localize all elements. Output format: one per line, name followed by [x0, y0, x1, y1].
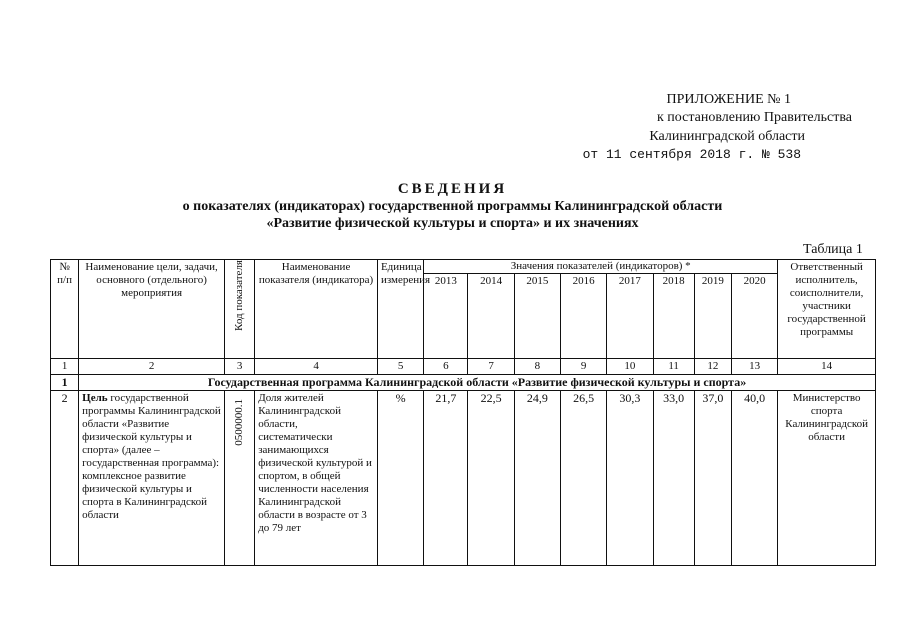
column-number: 14 — [778, 359, 876, 375]
appendix-line-decree: к постановлению Правительства — [656, 110, 852, 125]
table-label: Таблица 1 — [803, 242, 863, 257]
row-indicator: Доля жителей Калининградской области, систематически занимающихся физической культурой и спортом, в общей численности населения Калининградской области в возрасте от 3 до 79 лет — [255, 391, 378, 566]
row-unit: % — [377, 391, 423, 566]
header-goal: Наименование цели, задачи, основного (отдельного) мероприятия — [79, 260, 225, 359]
section-row — [51, 375, 876, 391]
header-year: 2020 — [731, 274, 777, 359]
column-number: 11 — [653, 359, 694, 375]
column-number: 2 — [79, 359, 225, 375]
column-number: 10 — [607, 359, 653, 375]
section-title: Государственная программа Калининградской области «Развитие физической культуры и спорта» — [79, 375, 876, 391]
row-goal-text: государственной программы Калининградской области «Развитие физической культуры и спорта» (далее – государственная программа): комплексное развитие физической культуры и спорта в Калининградской области — [82, 392, 221, 521]
row-value: 26,5 — [561, 391, 607, 566]
column-number: 7 — [468, 359, 514, 375]
column-number: 1 — [51, 359, 79, 375]
header-year: 2018 — [653, 274, 694, 359]
row-value: 21,7 — [424, 391, 468, 566]
column-number: 3 — [225, 359, 255, 375]
row-value: 40,0 — [731, 391, 777, 566]
row-code-cell — [225, 391, 255, 566]
column-number: 6 — [424, 359, 468, 375]
row-value: 33,0 — [653, 391, 694, 566]
column-number-row — [51, 359, 876, 375]
table-row — [51, 391, 876, 566]
header-code-cell — [225, 260, 255, 359]
header-year: 2015 — [514, 274, 560, 359]
column-number: 9 — [561, 359, 607, 375]
document-subtitle-2: «Развитие физической культуры и спорта» и их значениях — [266, 216, 639, 231]
header-year: 2013 — [424, 274, 468, 359]
header-num: № п/п — [51, 260, 79, 359]
document-subtitle-1: о показателях (индикаторах) государственной программы Калининградской области — [182, 199, 723, 214]
column-number: 12 — [694, 359, 731, 375]
row-goal-bold: Цель — [82, 392, 108, 404]
header-unit: Единица измерения — [377, 260, 423, 359]
document-heading — [0, 180, 905, 232]
header-year: 2017 — [607, 274, 653, 359]
column-number: 4 — [255, 359, 378, 375]
column-number: 5 — [377, 359, 423, 375]
document-title: СВЕДЕНИЯ — [397, 181, 508, 197]
section-num: 1 — [51, 375, 79, 391]
row-value: 30,3 — [607, 391, 653, 566]
row-value: 24,9 — [514, 391, 560, 566]
column-number: 13 — [731, 359, 777, 375]
row-code: 0500000.1 — [233, 399, 246, 446]
row-value: 37,0 — [694, 391, 731, 566]
appendix-line-date: от 11 сентября 2018 г. № 538 — [582, 147, 801, 162]
header-year: 2014 — [468, 274, 514, 359]
header-code: Код показателя — [233, 260, 246, 331]
appendix-line-region: Калининградской области — [649, 129, 805, 144]
row-responsible: Министерство спорта Калининградской области — [778, 391, 876, 566]
row-goal — [79, 391, 225, 566]
indicators-table — [50, 259, 876, 566]
header-row-1 — [51, 260, 876, 274]
appendix-title: ПРИЛОЖЕНИЕ № 1 — [666, 92, 791, 107]
row-num: 2 — [51, 391, 79, 566]
header-indicator: Наименование показателя (индикатора) — [255, 260, 378, 359]
header-year: 2019 — [694, 274, 731, 359]
header-year: 2016 — [561, 274, 607, 359]
header-responsible: Ответственный исполнитель, соисполнители, участники государственной программы — [778, 260, 876, 359]
header-values-group: Значения показателей (индикаторов) * — [424, 260, 778, 274]
column-number: 8 — [514, 359, 560, 375]
row-value: 22,5 — [468, 391, 514, 566]
